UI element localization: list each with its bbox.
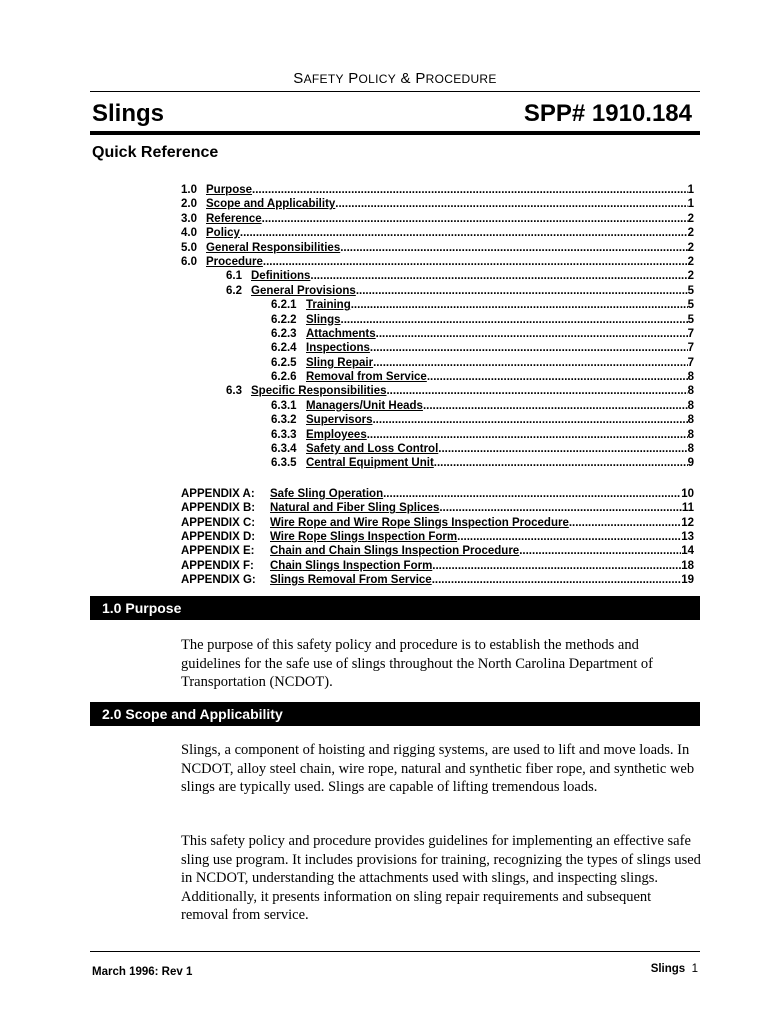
toc-dot-leader: [432, 573, 682, 587]
toc-entry-label[interactable]: Specific Responsibilities: [251, 385, 387, 398]
toc-dot-leader: [335, 197, 687, 211]
toc-entry-page: 2: [687, 241, 694, 254]
toc-dot-leader: [340, 241, 687, 255]
toc-entry-number: 1.0: [181, 184, 197, 196]
toc-entry-page: 2: [687, 270, 694, 283]
toc-entry-page: 7: [687, 356, 694, 369]
toc-entry-label[interactable]: Sling Repair: [306, 356, 374, 369]
toc-dot-leader: [262, 212, 688, 226]
toc-entry-label[interactable]: Removal from Service: [306, 371, 427, 384]
toc-appendix-entry[interactable]: [181, 501, 694, 515]
toc-entry-page: 11: [681, 502, 694, 515]
toc-dot-leader: [457, 530, 681, 544]
toc-entry[interactable]: [181, 413, 694, 427]
toc-dot-leader: [569, 516, 681, 530]
toc-entry[interactable]: [181, 399, 694, 413]
toc-entry-label[interactable]: General Provisions: [251, 284, 356, 297]
toc-entry[interactable]: [181, 442, 694, 456]
toc-dot-leader: [427, 370, 688, 384]
toc-entry-label[interactable]: Reference: [206, 212, 262, 225]
toc-entry-page: 8: [687, 385, 694, 398]
toc-entry-page: 2: [687, 227, 694, 240]
toc-entry-number: APPENDIX E:: [181, 545, 255, 558]
toc-dot-leader: [372, 413, 687, 427]
toc-dot-leader: [252, 183, 688, 197]
toc-entry[interactable]: [181, 197, 694, 211]
quick-reference-heading: Quick Reference: [92, 144, 219, 161]
toc-entry[interactable]: [181, 226, 694, 240]
toc-entry-number: 2.0: [181, 198, 197, 211]
toc-entry-number: 6.0: [181, 255, 197, 268]
toc-entry-label[interactable]: Employees: [306, 428, 367, 441]
toc-entry-number: APPENDIX D:: [181, 530, 256, 543]
toc-entry[interactable]: [181, 241, 694, 255]
toc-entry-page: 2: [687, 255, 694, 268]
toc-entry-number: 4.0: [181, 227, 197, 240]
document-category: SAFETY POLICY & PROCEDURE: [293, 70, 497, 87]
toc-entry-label[interactable]: Procedure: [206, 255, 263, 268]
section-heading-label: 2.0 Scope and Applicability: [102, 706, 283, 722]
toc-entry-page: 1: [687, 184, 694, 196]
footer-page-label: Slings: [650, 963, 686, 975]
toc-entry-label[interactable]: Natural and Fiber Sling Splices: [270, 502, 440, 515]
toc-dot-leader: [356, 284, 688, 298]
toc-dot-leader: [383, 487, 681, 501]
toc-entry-label[interactable]: Slings: [306, 313, 341, 326]
toc-entry[interactable]: [181, 370, 694, 384]
toc-dot-leader: [240, 226, 688, 240]
toc-entry-number: APPENDIX F:: [181, 559, 254, 572]
toc-entry-number: 6.3.1: [271, 399, 297, 412]
toc-entry-page: 5: [687, 299, 694, 312]
toc-entry-page: 14: [681, 545, 694, 558]
toc-entry-number: 6.3.4: [271, 443, 297, 456]
toc-entry[interactable]: [181, 428, 694, 442]
toc-entry[interactable]: [181, 284, 694, 298]
toc-appendix-entry[interactable]: [181, 530, 694, 544]
toc-entry-number: 6.2.3: [271, 327, 297, 340]
toc-entry-number: 6.3.2: [271, 414, 297, 427]
toc-entry-number: 5.0: [181, 241, 197, 254]
footer-page: [651, 963, 698, 975]
toc-entry[interactable]: [181, 384, 694, 398]
toc-entry[interactable]: [181, 212, 694, 226]
toc-entry[interactable]: [181, 183, 694, 197]
toc-entry-label[interactable]: General Responsibilities: [206, 241, 341, 254]
toc-entry-page: 18: [681, 559, 694, 572]
toc-appendix-entry[interactable]: [181, 544, 694, 558]
toc-entry-page: 1: [687, 198, 694, 211]
toc-entry-label[interactable]: Managers/Unit Heads: [306, 399, 423, 412]
toc-dot-leader: [519, 544, 681, 558]
toc-entry-label[interactable]: Safe Sling Operation: [270, 487, 384, 500]
toc-entry-label[interactable]: Safety and Loss Control: [306, 443, 439, 456]
toc-entry-label[interactable]: Slings Removal From Service: [270, 574, 432, 587]
toc-entry-page: 8: [687, 428, 694, 441]
purpose-paragraph: The purpose of this safety policy and procedure is to establish the methods and guidelines for the safe use of slings throughout the North Carolina Department of Transportation (NCDOT).: [181, 637, 653, 690]
toc-entry-page: 12: [681, 516, 694, 529]
toc-entry-label[interactable]: Definitions: [251, 270, 311, 283]
toc-appendix-entry[interactable]: [181, 516, 694, 530]
toc-dot-leader: [423, 399, 688, 413]
toc-entry-label[interactable]: Chain Slings Inspection Form: [270, 559, 433, 572]
toc-dot-leader: [310, 269, 687, 283]
toc-entry[interactable]: [181, 356, 694, 370]
toc-entry-number: 6.1: [226, 270, 242, 283]
toc-entry-number: APPENDIX C:: [181, 516, 256, 529]
toc-dot-leader: [376, 327, 688, 341]
toc-entry-number: 6.2.1: [271, 299, 297, 312]
footer-page-number: 1: [691, 963, 698, 975]
toc-entry-label[interactable]: Training: [306, 299, 351, 312]
scope-paragraph-2: This safety policy and procedure provides guidelines for implementing an effective safe sling use program. It includes provisions for training, recognizing the types of slings used in NCDOT, understanding the attachments used with slings, and inspecting slings. Additionally, it presents information on sling repair requirements and subsequent removal from service.: [181, 833, 701, 923]
toc-entry-number: 6.2.2: [271, 313, 297, 326]
toc-entry[interactable]: [181, 298, 694, 312]
footer-date-revision: March 1996: Rev 1: [92, 966, 193, 978]
scope-paragraph-1: Slings, a component of hoisting and rigging systems, are used to lift and move loads. In NCDOT, alloy steel chain, wire rope, natural and synthetic fiber rope, and synthetic web slings are typically used. Slings are capable of lifting tremendous loads.: [181, 742, 695, 795]
toc-entry[interactable]: [181, 327, 694, 341]
toc-entry-label[interactable]: Inspections: [306, 342, 370, 355]
toc-entry-page: 8: [687, 414, 694, 427]
header-rule: [90, 91, 700, 92]
toc-dot-leader: [373, 356, 687, 370]
toc-entry-number: APPENDIX A:: [181, 487, 255, 500]
section-heading-purpose: [90, 596, 700, 620]
toc-entry-page: 8: [687, 399, 694, 412]
toc-dot-leader: [438, 442, 687, 456]
title-rule: [90, 131, 700, 135]
toc-entry-page: 8: [687, 371, 694, 384]
toc-dot-leader: [341, 313, 688, 327]
toc-entry-number: 6.2: [226, 284, 242, 297]
toc-entry-page: 10: [681, 487, 694, 500]
toc-entry-label[interactable]: Chain and Chain Slings Inspection Procedure: [270, 545, 520, 558]
toc-entry-label[interactable]: Scope and Applicability: [206, 198, 336, 211]
toc-entry-label[interactable]: Policy: [206, 227, 240, 240]
spp-number: SPP# 1910.184: [523, 100, 692, 127]
toc-entry-number: 6.3.3: [271, 428, 297, 441]
toc-appendix-entry[interactable]: [181, 559, 694, 573]
toc-entry[interactable]: [181, 313, 694, 327]
toc-dot-leader: [370, 341, 688, 355]
toc-entry-page: 9: [687, 457, 694, 470]
toc-dot-leader: [432, 559, 681, 573]
toc-entry-number: 6.3: [226, 385, 242, 398]
toc-entry-number: 3.0: [181, 212, 197, 225]
toc-entry-number: 6.2.4: [271, 342, 297, 355]
toc-entry-page: 8: [687, 443, 694, 456]
toc-appendix-entry[interactable]: [181, 573, 694, 587]
toc-entry-page: 5: [687, 313, 694, 326]
toc-entry-page: 7: [687, 342, 694, 355]
toc-entry-label[interactable]: Wire Rope and Wire Rope Slings Inspection Procedure: [270, 516, 569, 529]
toc-dot-leader: [434, 456, 688, 470]
section-heading-label: 1.0 Purpose: [102, 600, 182, 616]
toc-dot-leader: [386, 384, 687, 398]
toc-dot-leader: [351, 298, 688, 312]
toc-entry[interactable]: [181, 255, 694, 269]
toc-entry-page: 2: [687, 212, 694, 225]
toc-entry-label[interactable]: Wire Rope Slings Inspection Form: [270, 530, 458, 543]
toc-entry-page: 5: [687, 284, 694, 297]
toc-dot-leader: [439, 501, 681, 515]
toc-entry-label[interactable]: Attachments: [306, 327, 376, 340]
toc-entry-page: 7: [687, 327, 694, 340]
toc-entry-label[interactable]: Central Equipment Unit: [306, 457, 434, 470]
document-title: Slings: [92, 100, 165, 127]
toc-entry-number: 6.2.5: [271, 356, 297, 369]
toc-entry-page: 19: [681, 574, 694, 587]
toc-entry[interactable]: [181, 269, 694, 283]
footer-rule: [90, 951, 700, 952]
toc-entry-number: 6.2.6: [271, 371, 297, 384]
table-of-contents: [181, 183, 694, 588]
toc-entry-number: 6.3.5: [271, 457, 297, 470]
toc-appendix-entry[interactable]: [181, 487, 694, 501]
toc-dot-leader: [367, 428, 688, 442]
toc-dot-leader: [263, 255, 688, 269]
toc-entry[interactable]: [181, 341, 694, 355]
section-heading-scope: [90, 702, 700, 726]
toc-entry-label[interactable]: Purpose: [206, 184, 253, 196]
toc-spacer: [181, 471, 694, 487]
toc-entry-page: 13: [681, 530, 694, 543]
toc-entry-number: APPENDIX G:: [181, 574, 256, 587]
toc-entry[interactable]: [181, 456, 694, 470]
toc-entry-number: APPENDIX B:: [181, 502, 256, 515]
toc-entry-label[interactable]: Supervisors: [306, 414, 373, 427]
